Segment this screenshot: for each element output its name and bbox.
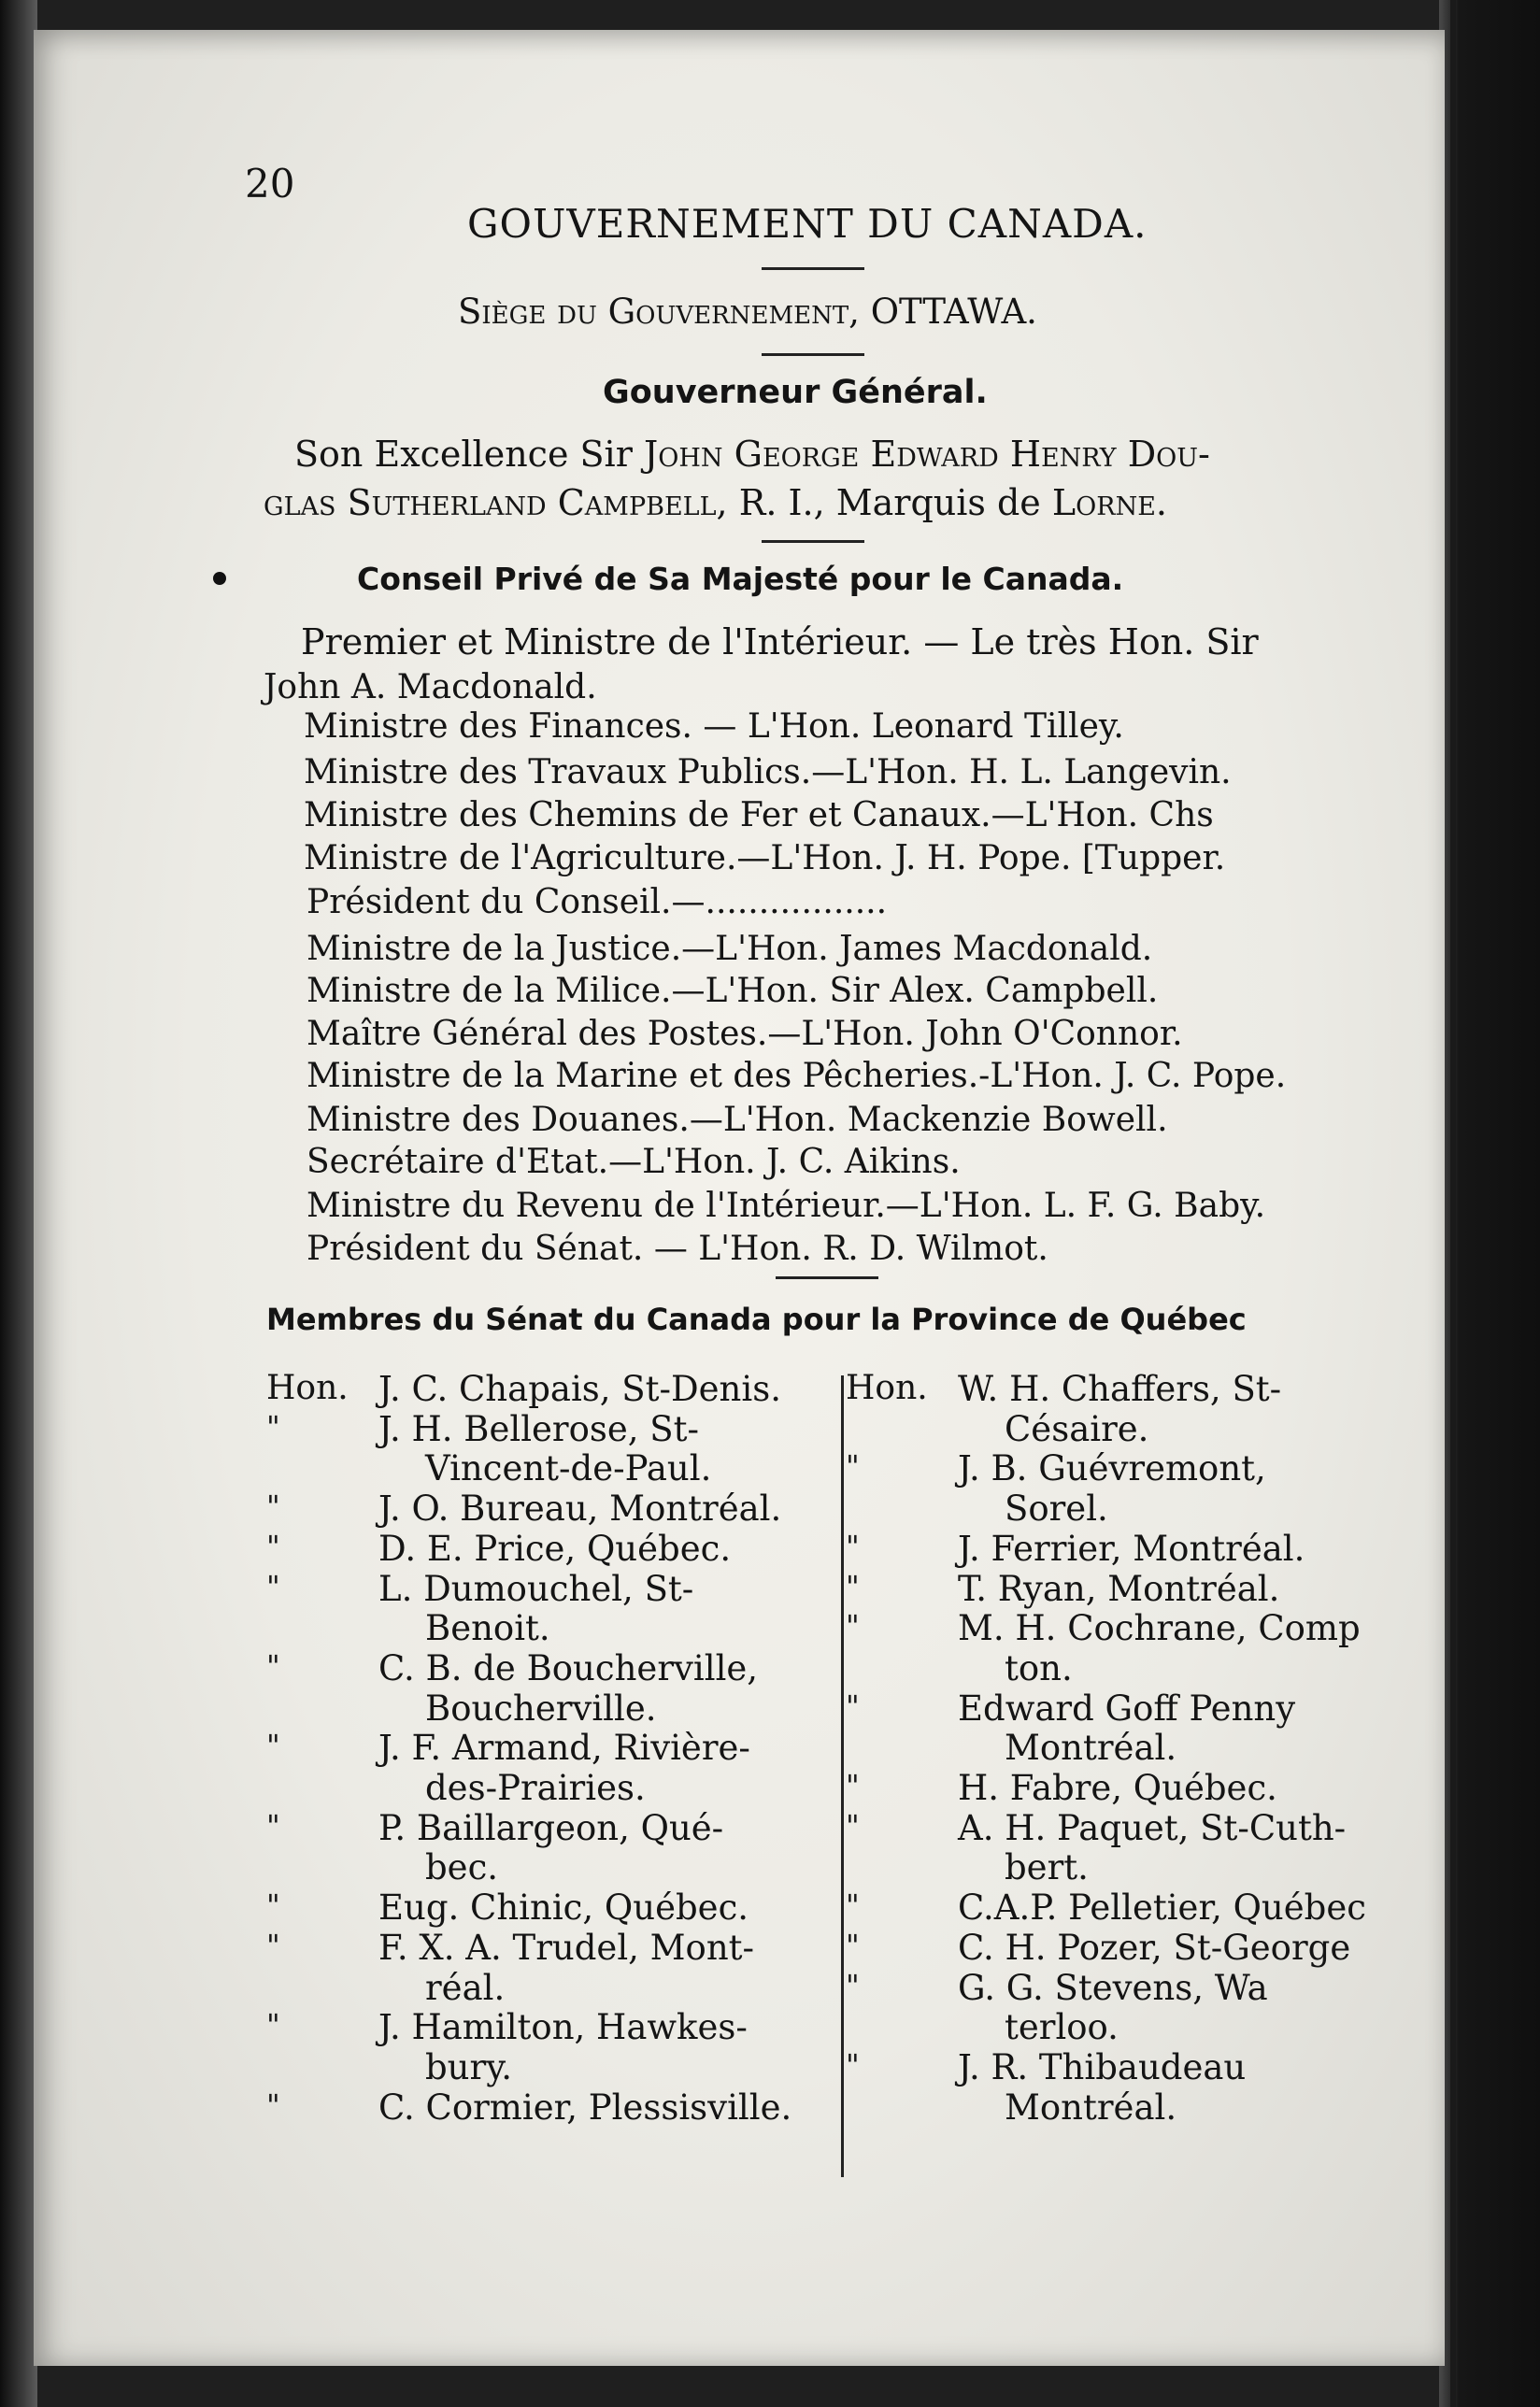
senator-entry-line: bert. xyxy=(1005,1847,1089,1888)
page-number: 20 xyxy=(245,161,295,207)
senator-entry-line: bury. xyxy=(425,2046,512,2087)
governor-heading: Gouverneur Général. xyxy=(603,374,988,411)
senator-mark: " xyxy=(846,1568,860,1604)
senator-mark: " xyxy=(266,1408,280,1445)
senator-mark: " xyxy=(846,1688,860,1724)
senator-mark: " xyxy=(846,1528,860,1564)
adjacent-page-edge xyxy=(1439,0,1540,2407)
council-line: John A. Macdonald. xyxy=(264,668,597,706)
governor-title: R. I., Marquis de xyxy=(738,482,1041,523)
senator-entry-line: M. H. Cochrane, Comp xyxy=(958,1608,1361,1649)
senator-mark: " xyxy=(266,1927,280,1963)
senator-mark: " xyxy=(846,1448,860,1485)
governor-line-1 xyxy=(294,430,1210,478)
senator-entry-line: J. F. Armand, Rivière- xyxy=(378,1728,750,1769)
senator-mark: " xyxy=(846,1967,860,2003)
senator-entry-line: Césaire. xyxy=(1005,1408,1149,1449)
council-line: Secrétaire d'Etat.—L'Hon. J. C. Aikins. xyxy=(307,1143,961,1181)
senator-mark: " xyxy=(846,2046,860,2083)
council-line: Ministre des Douanes.—L'Hon. Mackenzie Bowell. xyxy=(307,1101,1168,1139)
council-line: Ministre de l'Agriculture.—L'Hon. J. H. Pope. [Tupper. xyxy=(304,839,1226,877)
senator-entry-line: H. Fabre, Québec. xyxy=(958,1768,1277,1808)
governor-lorne: Lorne. xyxy=(1051,482,1168,523)
council-line: Maître Général des Postes.—L'Hon. John O'Connor. xyxy=(307,1015,1183,1053)
senator-entry-line: réal. xyxy=(425,1967,506,2008)
senator-entry-line: P. Baillargeon, Qué- xyxy=(378,1807,724,1848)
council-line: Ministre du Revenu de l'Intérieur.—L'Hon. L. F. G. Baby. xyxy=(307,1187,1266,1225)
senator-entry-line: C. H. Pozer, St-George xyxy=(958,1927,1351,1968)
senator-entry-line: Boucherville. xyxy=(425,1688,657,1729)
governor-prefix: Son Excellence Sir xyxy=(294,434,633,475)
senator-mark: " xyxy=(846,1807,860,1844)
page-title: GOUVERNEMENT DU CANADA. xyxy=(467,201,1148,247)
senator-mark: " xyxy=(266,1728,280,1764)
senator-entry-line: Sorel. xyxy=(1005,1488,1108,1530)
senator-entry-line: J. Ferrier, Montréal. xyxy=(958,1528,1305,1569)
senator-entry-line: C. Cormier, Plessisville. xyxy=(378,2087,792,2128)
senator-mark: Hon. xyxy=(266,1369,349,1407)
bullet-mark xyxy=(213,572,226,585)
governor-divider xyxy=(762,540,864,543)
senator-mark: " xyxy=(846,1927,860,1963)
governor-line-2 xyxy=(264,478,1167,527)
council-line: Ministre de la Milice.—L'Hon. Sir Alex. Campbell. xyxy=(307,972,1159,1010)
senator-mark: " xyxy=(266,2007,280,2044)
council-heading: Conseil Privé de Sa Majesté pour le Canada. xyxy=(357,561,1124,597)
senator-entry-line: F. X. A. Trudel, Mont- xyxy=(378,1927,755,1968)
seat-line xyxy=(458,292,1037,332)
senator-entry-line: bec. xyxy=(425,1847,499,1888)
senator-entry-line: J. H. Bellerose, St- xyxy=(378,1408,700,1449)
senator-entry-line: Edward Goff Penny xyxy=(958,1688,1296,1729)
senator-entry-line: J. Hamilton, Hawkes- xyxy=(378,2007,748,2048)
seat-city: OTTAWA. xyxy=(870,292,1037,332)
council-divider xyxy=(776,1276,878,1279)
senator-mark: " xyxy=(266,1528,280,1564)
governor-name-2: glas Sutherland Campbell, xyxy=(264,482,728,523)
senator-entry-line: A. H. Paquet, St-Cuth- xyxy=(958,1807,1347,1848)
seat-divider xyxy=(762,353,864,356)
senator-entry-line: Benoit. xyxy=(425,1608,550,1649)
senator-mark: " xyxy=(266,1488,280,1525)
senator-entry-line: D. E. Price, Québec. xyxy=(378,1528,732,1569)
senator-entry-line: J. C. Chapais, St-Denis. xyxy=(378,1369,781,1409)
senator-mark: " xyxy=(266,2087,280,2123)
senator-mark: " xyxy=(846,1768,860,1803)
senator-entry-line: J. B. Guévremont, xyxy=(958,1448,1266,1489)
senator-entry-line: T. Ryan, Montréal. xyxy=(958,1568,1280,1609)
senator-mark: " xyxy=(266,1807,280,1844)
senator-entry-line: J. R. Thibaudeau xyxy=(958,2046,1247,2087)
council-line: Premier et Ministre de l'Intérieur. — Le très Hon. Sir xyxy=(301,621,1259,662)
senator-entry-line: W. H. Chaffers, St- xyxy=(958,1369,1282,1409)
senator-entry-line: des-Prairies. xyxy=(425,1768,646,1808)
governor-name-1: John George Edward Henry Dou- xyxy=(643,434,1210,475)
book-spine-edge xyxy=(0,0,37,2407)
senator-entry-line: G. G. Stevens, Wa xyxy=(958,1967,1268,2008)
council-line: Ministre des Travaux Publics.—L'Hon. H. L. Langevin. xyxy=(304,753,1232,791)
senate-heading: Membres du Sénat du Canada pour la Province de Québec xyxy=(266,1302,1247,1337)
council-line: Président du Sénat. — L'Hon. R. D. Wilmot. xyxy=(307,1230,1048,1268)
senator-mark: " xyxy=(846,1608,860,1645)
senator-mark: " xyxy=(266,1647,280,1684)
senator-entry-line: J. O. Bureau, Montréal. xyxy=(378,1488,782,1530)
senator-entry-line: Eug. Chinic, Québec. xyxy=(378,1887,749,1929)
senator-entry-line: terloo. xyxy=(1005,2007,1119,2048)
council-line: Ministre de la Marine et des Pêcheries.-L'Hon. J. C. Pope. xyxy=(307,1057,1287,1095)
senator-entry-line: C. B. de Boucherville, xyxy=(378,1647,759,1688)
senator-mark: " xyxy=(266,1887,280,1924)
senator-mark: Hon. xyxy=(846,1369,928,1407)
senator-entry-line: Montréal. xyxy=(1005,2087,1177,2128)
council-line: Ministre de la Justice.—L'Hon. James Macdonald. xyxy=(307,930,1153,968)
senator-entry-line: Montréal. xyxy=(1005,1728,1177,1769)
column-divider xyxy=(841,1375,844,2177)
senator-entry-line: C.A.P. Pelletier, Québec xyxy=(958,1887,1366,1929)
title-divider xyxy=(762,267,864,270)
council-line: Ministre des Finances. — L'Hon. Leonard Tilley. xyxy=(304,707,1124,746)
seat-small-caps: Siège du Gouvernement, xyxy=(458,292,860,332)
senator-mark: " xyxy=(846,1887,860,1924)
senator-entry-line: L. Dumouchel, St- xyxy=(378,1568,694,1609)
senator-entry-line: ton. xyxy=(1005,1647,1073,1688)
senator-mark: " xyxy=(266,1568,280,1604)
council-line: Ministre des Chemins de Fer et Canaux.—L'Hon. Chs xyxy=(304,796,1214,834)
council-line: Président du Conseil.—................. xyxy=(307,883,888,921)
senator-entry-line: Vincent-de-Paul. xyxy=(425,1448,712,1489)
